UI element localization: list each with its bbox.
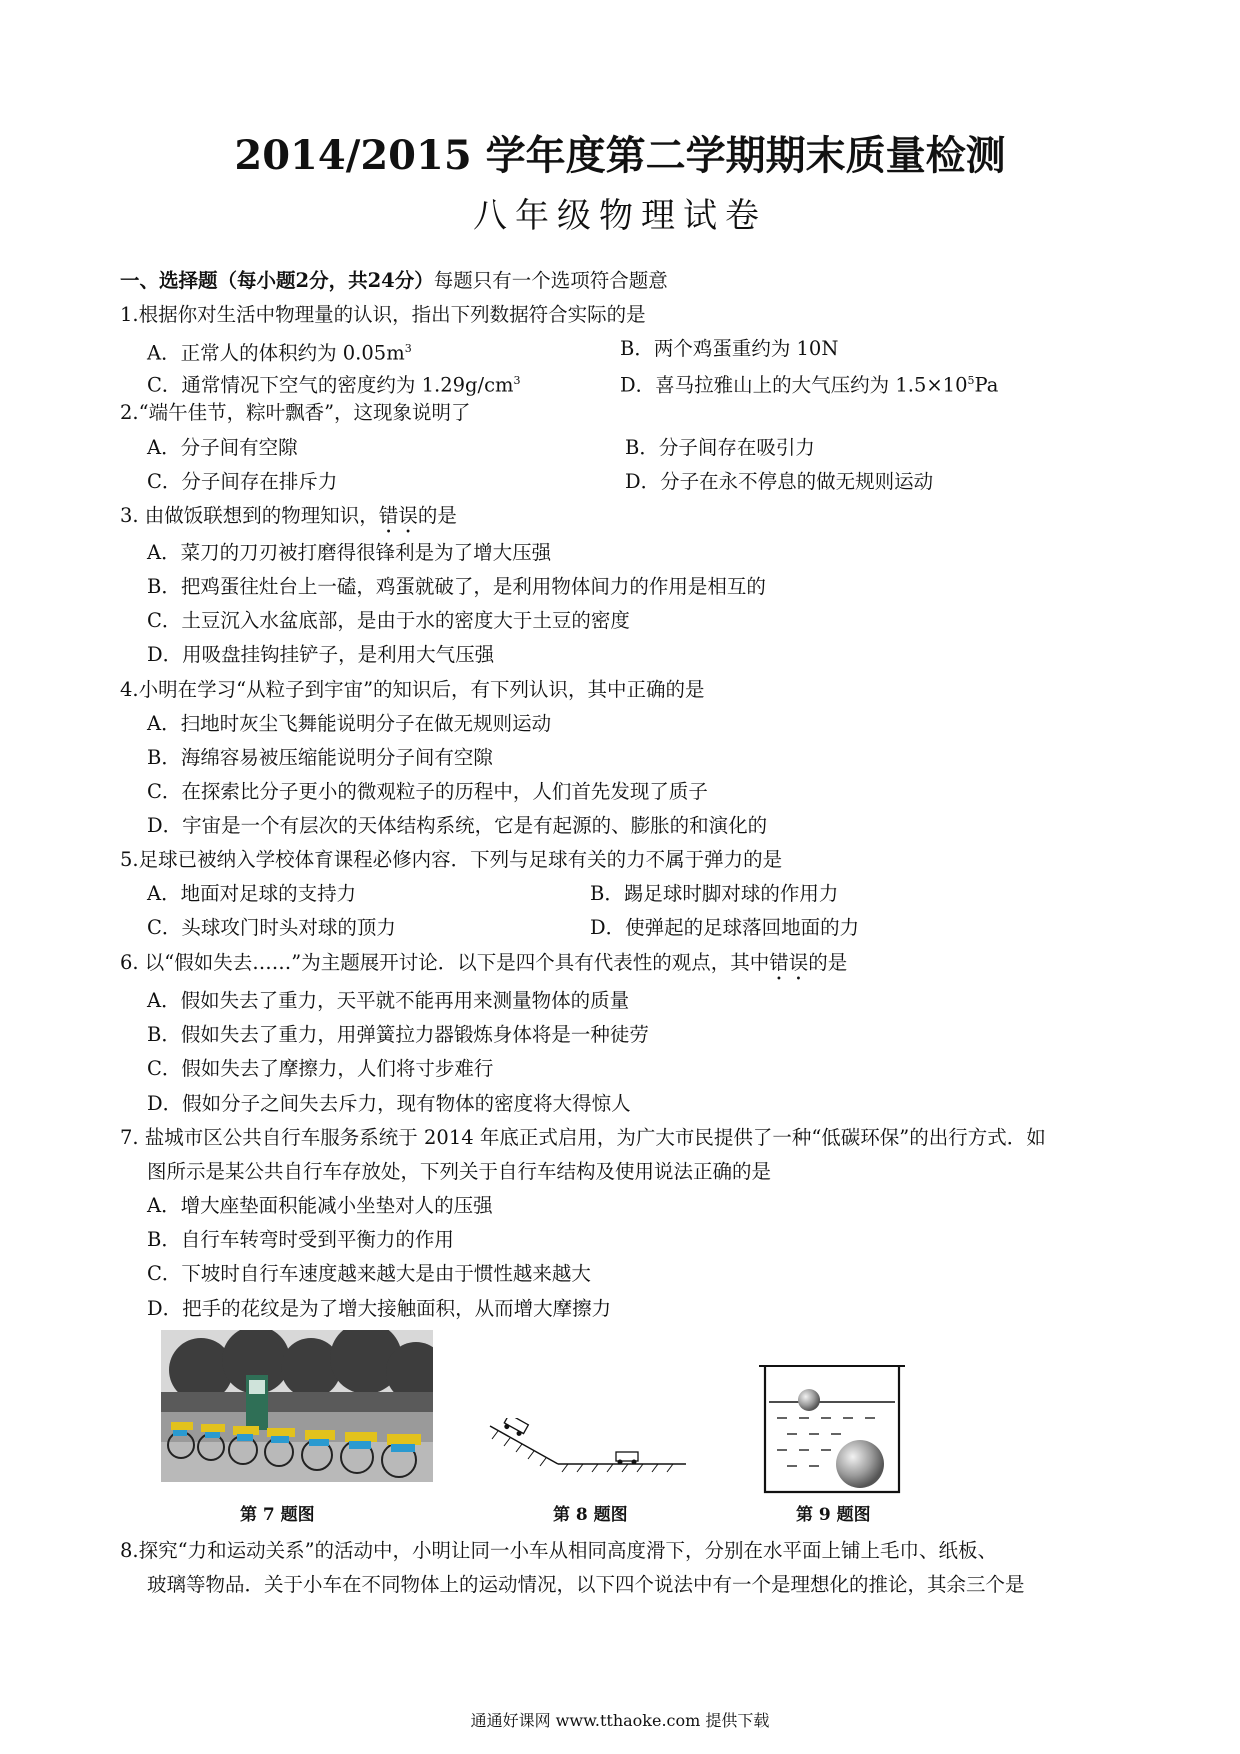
q7-option-a: A．增大座垫面积能减小坐垫对人的压强 — [147, 1194, 493, 1217]
q1-option-d-sup: 5 — [967, 374, 975, 387]
q3-option-b: B．把鸡蛋往灶台上一磕，鸡蛋就破了，是利用物体间力的作用是相互的 — [147, 575, 766, 598]
fig8-caption: 第 8 题图 — [553, 1505, 628, 1525]
q5-option-a: A．地面对足球的支持力 — [147, 882, 357, 905]
q4-option-b: B．海绵容易被压缩能说明分子间有空隙 — [147, 746, 493, 769]
q7-stem-line2: 图所示是某公共自行车存放处，下列关于自行车结构及使用说法正确的是 — [147, 1160, 772, 1183]
q1-option-a — [147, 336, 412, 367]
q1-option-a-text: A．正常人的体积约为 0.05m — [147, 341, 405, 365]
q6-stem-pre: 6. 以“假如失去……”为主题展开讨论．以下是四个具有代表性的观点，其中 — [120, 951, 770, 974]
q7-option-b: B．自行车转弯时受到平衡力的作用 — [147, 1228, 454, 1251]
q2-option-a: A．分子间有空隙 — [147, 436, 298, 459]
q1-option-c-sup: 3 — [513, 374, 521, 387]
q1-option-b: B．两个鸡蛋重约为 10N — [620, 337, 839, 360]
exam-subtitle: 八年级物理试卷 — [473, 196, 767, 236]
q6-option-a: A．假如失去了重力，天平就不能再用来测量物体的质量 — [147, 989, 630, 1012]
q3-stem-pre: 3. 由做饭联想到的物理知识， — [120, 504, 379, 527]
q2-stem: 2.“端午佳节，粽叶飘香”，这现象说明了 — [120, 401, 471, 424]
q1-option-d — [620, 368, 998, 399]
q3-stem-post: 的是 — [417, 504, 457, 527]
q3-option-d: D．用吸盘挂钩挂铲子，是利用大气压强 — [147, 643, 495, 666]
q6-option-b: B．假如失去了重力，用弹簧拉力器锻炼身体将是一种徒劳 — [147, 1023, 649, 1046]
q2-option-c: C．分子间存在排斥力 — [147, 470, 338, 493]
exam-title: 2014/2015 学年度第二学期期末质量检测 — [234, 132, 1006, 179]
q1-option-d-unit: Pa — [974, 373, 999, 397]
q6-stem — [120, 950, 847, 985]
q6-option-c: C．假如失去了摩擦力，人们将寸步难行 — [147, 1057, 494, 1080]
fig9-caption: 第 9 题图 — [796, 1505, 871, 1525]
q5-stem: 5.足球已被纳入学校体育课程必修内容．下列与足球有关的力不属于弹力的是 — [120, 848, 783, 871]
q1-stem: 1.根据你对生活中物理量的认识，指出下列数据符合实际的是 — [120, 303, 646, 326]
q2-option-d: D．分子在永不停息的做无规则运动 — [625, 470, 934, 493]
q1-option-d-text: D．喜马拉雅山上的大气压约为 1.5×10 — [620, 373, 968, 397]
q6-stem-emphasis: 错误 — [769, 951, 809, 974]
fig7-bicycle-photo — [161, 1330, 433, 1482]
q4-option-c: C．在探索比分子更小的微观粒子的历程中，人们首先发现了质子 — [147, 780, 708, 803]
q1-option-a-sup: 3 — [404, 342, 412, 355]
q7-option-d: D．把手的花纹是为了增大接触面积，从而增大摩擦力 — [147, 1297, 612, 1320]
q3-option-c: C．土豆沉入水盆底部，是由于水的密度大于土豆的密度 — [147, 609, 630, 632]
q6-stem-post: 的是 — [808, 951, 848, 974]
footer-download-note: 通通好课网 www.tthaoke.com 提供下载 — [470, 1711, 770, 1730]
q5-option-c: C．头球攻门时头对球的顶力 — [147, 916, 396, 939]
q1-option-c-text: C．通常情况下空气的密度约为 1.29g/cm — [147, 373, 514, 397]
q7-stem-line1: 7. 盐城市区公共自行车服务系统于 2014 年底正式启用，为广大市民提供了一种“低碳环保”的出行方式．如 — [120, 1126, 1046, 1149]
q3-option-a: A．菜刀的刀刃被打磨得很锋利是为了增大压强 — [147, 541, 552, 564]
q8-stem-line1: 8.探究“力和运动关系”的活动中，小明让同一小车从相同高度滑下，分别在水平面上铺上毛巾、纸板、 — [120, 1539, 998, 1562]
q4-option-a: A．扫地时灰尘飞舞能说明分子在做无规则运动 — [147, 712, 552, 735]
q5-option-b: B．踢足球时脚对球的作用力 — [590, 882, 839, 905]
q6-option-d: D．假如分子之间失去斥力，现有物体的密度将大得惊人 — [147, 1092, 631, 1115]
section-title: 一、选择题（每小题2分，共24分） — [120, 269, 434, 292]
q2-option-b: B．分子间存在吸引力 — [625, 436, 815, 459]
q7-option-c: C．下坡时自行车速度越来越大是由于惯性越来越大 — [147, 1262, 591, 1285]
q3-stem — [120, 503, 457, 538]
q5-option-d: D．使弹起的足球落回地面的力 — [590, 916, 860, 939]
q3-stem-emphasis: 错误 — [378, 504, 418, 527]
q8-stem-line2: 玻璃等物品．关于小车在不同物体上的运动情况，以下四个说法中有一个是理想化的推论，其余三个是 — [147, 1573, 1025, 1596]
q1-option-c — [147, 368, 521, 399]
section-heading — [120, 268, 668, 294]
q4-option-d: D．宇宙是一个有层次的天体结构系统，它是有起源的、膨胀的和演化的 — [147, 814, 768, 837]
fig7-caption: 第 7 题图 — [240, 1505, 315, 1525]
q4-stem: 4.小明在学习“从粒子到宇宙”的知识后，有下列认识，其中正确的是 — [120, 678, 705, 701]
fig8-ramp-diagram — [488, 1418, 688, 1480]
fig9-beaker-diagram — [757, 1364, 907, 1496]
section-note: 每题只有一个选项符合题意 — [433, 269, 668, 292]
